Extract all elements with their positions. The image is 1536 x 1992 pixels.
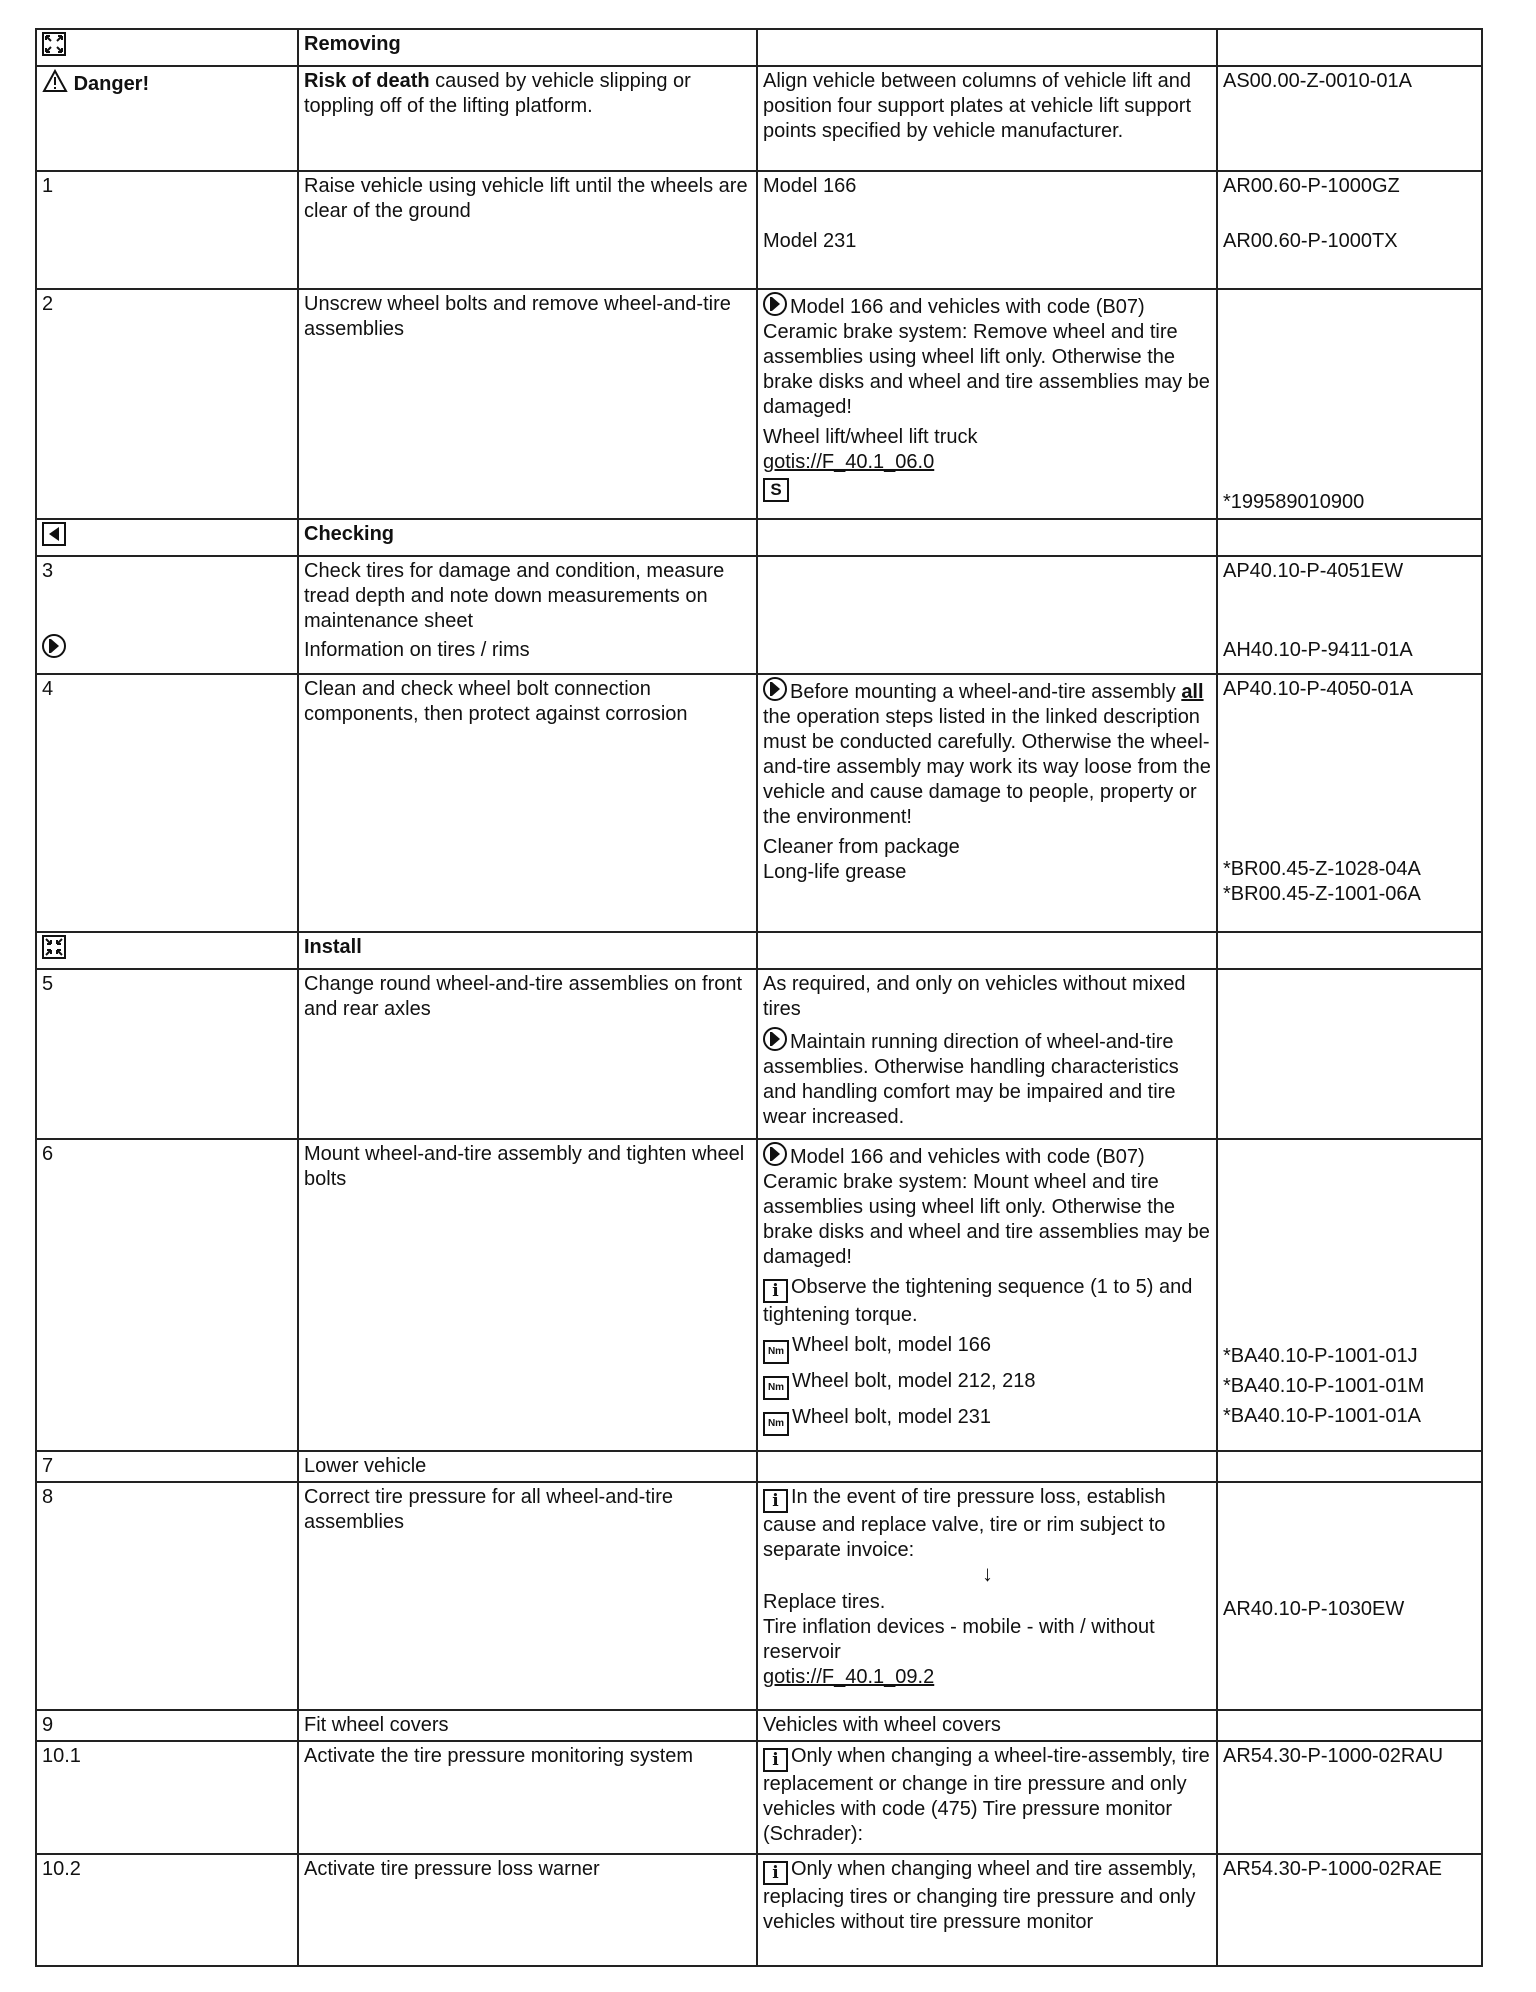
step-text: Correct tire pressure for all wheel-and-tire assemblies — [298, 1482, 757, 1710]
note-circle-icon — [763, 677, 787, 701]
step-text: Mount wheel-and-tire assembly and tighten wheel bolts — [298, 1139, 757, 1451]
section-row-checking — [36, 519, 1482, 556]
note-model-166: Model 166 — [763, 175, 857, 197]
note-text: the operation steps listed in the linked description must be conducted carefully. Otherwise the wheel-and-tire assembly may work its way loose from the vehicle and cause damage to people, property or the environment! — [763, 706, 1211, 828]
ref-link[interactable]: AR54.30-P-1000-02RAE — [1217, 1854, 1482, 1966]
step-text: Activate the tire pressure monitoring system — [298, 1741, 757, 1854]
step-text: Raise vehicle using vehicle lift until the wheels are clear of the ground — [298, 171, 757, 289]
danger-label: Danger! — [73, 72, 150, 95]
step-number: 3 — [42, 560, 54, 582]
ref-link[interactable]: *BA40.10-P-1001-01A — [1223, 1405, 1421, 1427]
step-number: 10.1 — [36, 1741, 298, 1854]
torque-text: Wheel bolt, model 166 — [792, 1334, 992, 1356]
note-emphasis: all — [1181, 681, 1204, 703]
grease-text: Long-life grease — [763, 861, 907, 883]
ref-link[interactable]: AR00.60-P-1000TX — [1223, 230, 1398, 252]
procedure-table — [35, 28, 1483, 1967]
section-row-removing — [36, 29, 1482, 66]
step-number: 5 — [36, 969, 298, 1139]
ref-link[interactable]: *BR00.45-Z-1028-04A — [1223, 858, 1421, 880]
info-icon: i — [763, 1748, 788, 1772]
info-text: In the event of tire pressure loss, establish cause and replace valve, tire or rim subject to separate invoice: — [763, 1486, 1166, 1561]
step-number: 7 — [36, 1451, 298, 1482]
info-text: Only when changing wheel and tire assembly, replacing tires or changing tire pressure and only vehicles without tire pressure monitor — [763, 1858, 1197, 1933]
warning-triangle-icon — [42, 69, 68, 100]
ref-link[interactable]: AH40.10-P-9411-01A — [1223, 639, 1413, 661]
note-circle-icon — [763, 292, 787, 316]
special-tool-icon: S — [763, 478, 789, 502]
step-number: 1 — [36, 171, 298, 289]
section-title-checking: Checking — [298, 519, 757, 556]
note-model-231: Model 231 — [763, 230, 857, 252]
torque-nm-icon: Nm — [763, 1340, 789, 1364]
note-circle-icon — [763, 1027, 787, 1051]
checking-icon — [42, 522, 66, 553]
info-text: Only when changing a wheel-tire-assembly, tire replacement or change in tire pressure and only vehicles with code (475) Tire pressure monitor (Schrader): — [763, 1745, 1210, 1845]
table-row-10-2 — [36, 1854, 1482, 1966]
ref-link[interactable]: AR40.10-P-1030EW — [1223, 1598, 1405, 1620]
ref-link[interactable]: *BR00.45-Z-1001-06A — [1223, 883, 1421, 905]
ref-link[interactable]: *BA40.10-P-1001-01J — [1223, 1345, 1418, 1367]
note-text: Before mounting a wheel-and-tire assembly — [790, 681, 1182, 703]
ref-link[interactable]: *199589010900 — [1223, 491, 1365, 513]
step-number: 2 — [36, 289, 298, 519]
table-row-1 — [36, 171, 1482, 289]
info-text: Observe the tightening sequence (1 to 5) and tightening torque. — [763, 1276, 1193, 1326]
note-text: Maintain running direction of wheel-and-tire assemblies. Otherwise handling characteristics and handling comfort may be impaired and tire wear increased. — [763, 1031, 1179, 1128]
section-title-removing: Removing — [298, 29, 757, 66]
devices-text: Tire inflation devices - mobile - with / without reservoir — [763, 1616, 1155, 1663]
step-number: 6 — [36, 1139, 298, 1451]
note-text: As required, and only on vehicles without mixed tires — [763, 973, 1186, 1020]
torque-text: Wheel bolt, model 231 — [792, 1406, 992, 1428]
ref-link[interactable]: AR00.60-P-1000GZ — [1223, 175, 1400, 197]
ref-link[interactable]: AR54.30-P-1000-02RAU — [1217, 1741, 1482, 1854]
step-text: Lower vehicle — [298, 1451, 757, 1482]
note-text: Vehicles with wheel covers — [757, 1710, 1217, 1741]
danger-action: Align vehicle between columns of vehicle lift and position four support plates at vehicle lift support points specified by vehicle manufacturer. — [757, 66, 1217, 171]
cleaner-text: Cleaner from package — [763, 836, 960, 858]
note-circle-icon — [763, 1142, 787, 1166]
info-icon: i — [763, 1861, 788, 1885]
torque-nm-icon: Nm — [763, 1376, 789, 1400]
section-row-install — [36, 932, 1482, 969]
step-text: Fit wheel covers — [298, 1710, 757, 1741]
note-text: Model 166 and vehicles with code (B07) Ceramic brake system: Remove wheel and tire assemblies using wheel lift only. Otherwise the brake disks and wheel and tire assemblies may be damaged! — [763, 296, 1210, 418]
danger-text: caused by vehicle slipping or toppling off of the lifting platform. — [304, 70, 691, 117]
ref-link[interactable]: AP40.10-P-4050-01A — [1223, 678, 1414, 700]
info-icon: i — [763, 1489, 788, 1513]
gotis-link[interactable]: gotis://F_40.1_09.2 — [763, 1666, 935, 1688]
step-number: 9 — [36, 1710, 298, 1741]
table-row-7 — [36, 1451, 1482, 1482]
info-text: Information on tires / rims — [304, 639, 530, 661]
replace-text: Replace tires. — [763, 1591, 886, 1613]
arrow-down-icon: ↓ — [982, 1561, 993, 1586]
ref-link[interactable]: AP40.10-P-4051EW — [1223, 560, 1404, 582]
torque-nm-icon: Nm — [763, 1412, 789, 1436]
ref-link[interactable]: *BA40.10-P-1001-01M — [1223, 1375, 1425, 1397]
table-row-2 — [36, 289, 1482, 519]
table-row-8 — [36, 1482, 1482, 1710]
danger-title: Risk of death — [304, 70, 430, 92]
gotis-link[interactable]: gotis://F_40.1_06.0 — [763, 451, 935, 473]
table-row-danger — [36, 66, 1482, 171]
step-text: Check tires for damage and condition, measure tread depth and note down measurements on maintenance sheet — [304, 560, 725, 632]
table-row-3 — [36, 556, 1482, 674]
step-text: Unscrew wheel bolts and remove wheel-and-tire assemblies — [298, 289, 757, 519]
note-circle-icon — [42, 634, 66, 658]
step-text: Clean and check wheel bolt connection components, then protect against corrosion — [298, 674, 757, 932]
tool-text: Wheel lift/wheel lift truck — [763, 426, 978, 448]
table-row-9 — [36, 1710, 1482, 1741]
info-icon: i — [763, 1279, 788, 1303]
note-text: Model 166 and vehicles with code (B07) Ceramic brake system: Mount wheel and tire assemblies using wheel lift only. Otherwise the brake disks and wheel and tire assemblies may be damaged! — [763, 1146, 1210, 1268]
step-text: Activate tire pressure loss warner — [298, 1854, 757, 1966]
wheel-install-icon — [42, 935, 66, 966]
step-text: Change round wheel-and-tire assemblies on front and rear axles — [298, 969, 757, 1139]
step-number: 4 — [36, 674, 298, 932]
section-title-install: Install — [298, 932, 757, 969]
table-row-10-1 — [36, 1741, 1482, 1854]
torque-text: Wheel bolt, model 212, 218 — [792, 1370, 1036, 1392]
step-number: 8 — [36, 1482, 298, 1710]
danger-ref: AS00.00-Z-0010-01A — [1217, 66, 1482, 171]
table-row-5 — [36, 969, 1482, 1139]
table-row-4 — [36, 674, 1482, 932]
wheel-remove-icon — [42, 32, 66, 63]
step-number: 10.2 — [36, 1854, 298, 1966]
table-row-6 — [36, 1139, 1482, 1451]
